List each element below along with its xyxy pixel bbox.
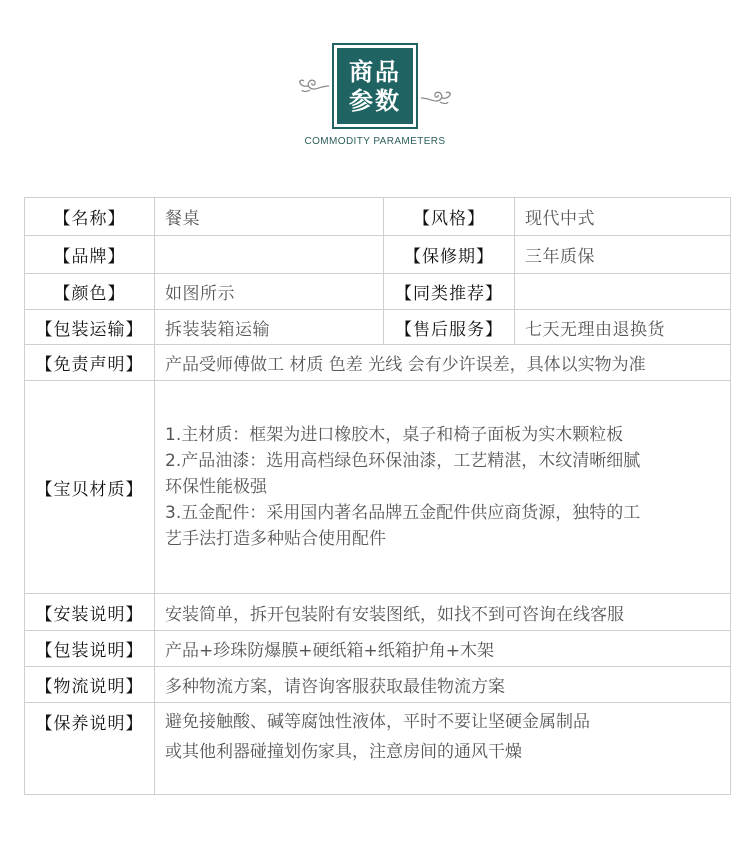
disclaimer-value: 产品受师傅做工 材质 色差 光线 会有少许误差，具体以实物为准 <box>155 345 731 381</box>
material-line: 2.产品油漆：选用高档绿色环保油漆，工艺精湛，木纹清晰细腻 <box>165 451 641 471</box>
shipping-value: 拆装装箱运输 <box>155 310 384 345</box>
packing-value: 产品+珍珠防爆膜+硬纸箱+纸箱护角+木架 <box>155 631 731 667</box>
cloud-scroll-ornament-right-icon <box>420 88 454 108</box>
table-row <box>25 667 731 703</box>
table-row <box>25 310 731 345</box>
table-row <box>25 703 731 795</box>
style-label: 【风格】 <box>384 198 515 236</box>
material-label: 【宝贝材质】 <box>25 381 155 594</box>
similar-value <box>515 274 731 310</box>
color-label: 【颜色】 <box>25 274 155 310</box>
badge-text-line2: 参数 <box>349 86 401 115</box>
shipping-label: 【包装运输】 <box>25 310 155 345</box>
name-label: 【名称】 <box>25 198 155 236</box>
material-line: 环保性能极强 <box>165 477 267 497</box>
table-row <box>25 345 731 381</box>
care-label: 【保养说明】 <box>25 703 155 795</box>
care-value <box>155 703 731 795</box>
color-value: 如图所示 <box>155 274 384 310</box>
cloud-scroll-ornament-left-icon <box>296 76 330 96</box>
material-value <box>155 381 731 594</box>
care-line: 或其他利器碰撞划伤家具，注意房间的通风干燥 <box>165 742 522 762</box>
logistics-label: 【物流说明】 <box>25 667 155 703</box>
table-row <box>25 381 731 594</box>
parameter-table <box>24 197 731 795</box>
commodity-parameters-badge <box>332 43 418 129</box>
warranty-label: 【保修期】 <box>384 236 515 274</box>
material-line: 艺手法打造多种贴合使用配件 <box>165 529 386 549</box>
logistics-value: 多种物流方案，请咨询客服获取最佳物流方案 <box>155 667 731 703</box>
table-row <box>25 631 731 667</box>
similar-label: 【同类推荐】 <box>384 274 515 310</box>
table-row <box>25 236 731 274</box>
care-line: 避免接触酸、碱等腐蚀性液体，平时不要让坚硬金属制品 <box>165 712 590 732</box>
packing-label: 【包装说明】 <box>25 631 155 667</box>
material-line: 1.主材质：框架为进口橡胶木，桌子和椅子面板为实木颗粒板 <box>165 425 624 445</box>
name-value: 餐桌 <box>155 198 384 236</box>
warranty-value: 三年质保 <box>515 236 731 274</box>
header-subtitle: COMMODITY PARAMETERS <box>304 136 446 147</box>
table-row <box>25 594 731 631</box>
badge-text-line1: 商品 <box>349 57 401 86</box>
material-line: 3.五金配件：采用国内著名品牌五金配件供应商货源，独特的工 <box>165 503 641 523</box>
brand-value <box>155 236 384 274</box>
disclaimer-label: 【免责声明】 <box>25 345 155 381</box>
aftersale-label: 【售后服务】 <box>384 310 515 345</box>
style-value: 现代中式 <box>515 198 731 236</box>
table-row <box>25 198 731 236</box>
aftersale-value: 七天无理由退换货 <box>515 310 731 345</box>
brand-label: 【品牌】 <box>25 236 155 274</box>
install-label: 【安装说明】 <box>25 594 155 631</box>
table-row <box>25 274 731 310</box>
page-header <box>0 0 750 160</box>
install-value: 安装简单，拆开包装附有安装图纸，如找不到可咨询在线客服 <box>155 594 731 631</box>
